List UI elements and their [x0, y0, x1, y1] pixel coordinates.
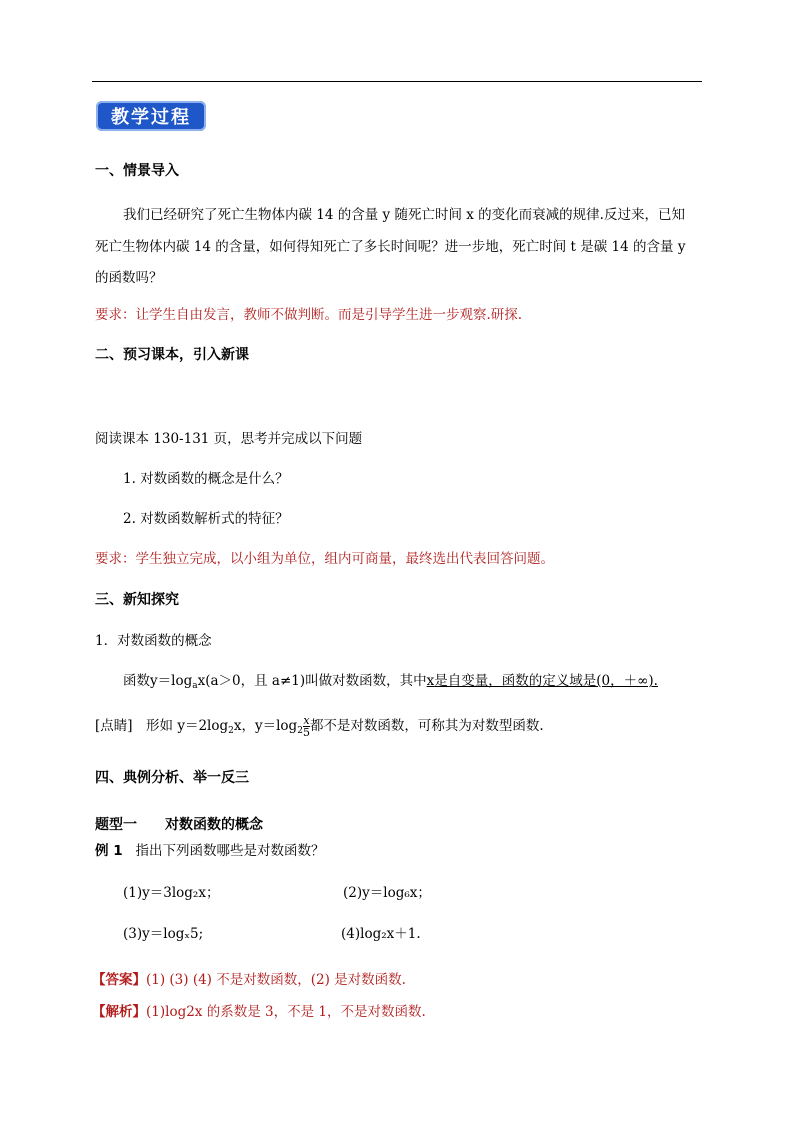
answer-label: 【答案】 [92, 972, 146, 988]
reading-instruction: 阅读课本 130-131 页，思考并完成以下问题 [95, 431, 363, 447]
note-base-2: 2 [297, 726, 303, 736]
section-1-title: 一、情景导入 [95, 163, 179, 179]
note-line [95, 714, 544, 738]
intro-line-1: 我们已经研究了死亡生物体内碳 14 的含量 y 随死亡时间 x 的变化而衰减的规律.反过来，已知 [123, 207, 685, 223]
option-3: (3)y＝logₓ5; [123, 926, 204, 942]
fraction-denominator: 5 [302, 726, 310, 739]
definition-variable: x [426, 673, 435, 689]
requirement-1: 要求：让学生自由发言，教师不做判断。而是引导学生进一步观察.研探. [95, 307, 523, 323]
intro-line-2: 死亡生物体内碳 14 的含量，如何得知死亡了多长时间呢？进一步地，死亡时间 t 是碳 14 的含量 y [95, 239, 686, 255]
option-1: (1)y＝3log₂x； [123, 885, 220, 901]
option-4: (4)log₂x＋1. [341, 926, 421, 942]
question-1: 1. 对数函数的概念是什么？ [123, 471, 289, 487]
note-suffix: 都不是对数函数，可称其为对数型函数. [309, 718, 544, 734]
definition-condition: x(a＞0，且 a≠1)叫做对数函数，其中 [197, 673, 427, 689]
note-base-1: 2 [228, 726, 234, 736]
intro-line-3: 的函数吗？ [95, 270, 163, 286]
definition-formula: y＝log [150, 673, 193, 689]
question-2: 2. 对数函数解析式的特征？ [123, 511, 289, 527]
definition-line [123, 669, 658, 691]
definition-domain: 是自变量，函数的定义域是(0，＋∞). [434, 673, 658, 689]
example-text: 指出下列函数哪些是对数函数？ [135, 843, 325, 859]
concept-subtitle: 1．对数函数的概念 [95, 633, 212, 649]
answer-text: (1) (3) (4) 不是对数函数，(2) 是对数函数. [146, 972, 406, 988]
section-2-title: 二、预习课本，引入新课 [95, 347, 249, 363]
note-fraction [303, 715, 310, 738]
requirement-2: 要求：学生独立完成，以小组为单位，组内可商量，最终选出代表回答问题。 [95, 551, 554, 567]
question-type-1: 题型一 对数函数的概念 [95, 817, 263, 833]
fraction-numerator: x [303, 714, 310, 727]
header-rule [92, 81, 702, 82]
definition-base: a [192, 681, 198, 691]
answer-line [92, 968, 406, 988]
section-3-title: 三、新知探究 [95, 592, 179, 608]
analysis-line [92, 1000, 426, 1020]
section-banner: 教学过程 [96, 101, 206, 131]
option-2: (2)y＝log₆x； [343, 885, 431, 901]
note-prefix: [点睛] 形如 y＝2log [95, 718, 229, 734]
analysis-text: (1)log2x 的系数是 3，不是 1，不是对数函数. [146, 1004, 426, 1020]
note-mid: x，y＝log [233, 718, 298, 734]
analysis-label: 【解析】 [92, 1004, 146, 1020]
example-label: 例 1 [95, 843, 123, 859]
example-1 [95, 839, 324, 859]
section-4-title: 四、典例分析、举一反三 [95, 770, 249, 786]
definition-prefix: 函数 [123, 673, 150, 689]
